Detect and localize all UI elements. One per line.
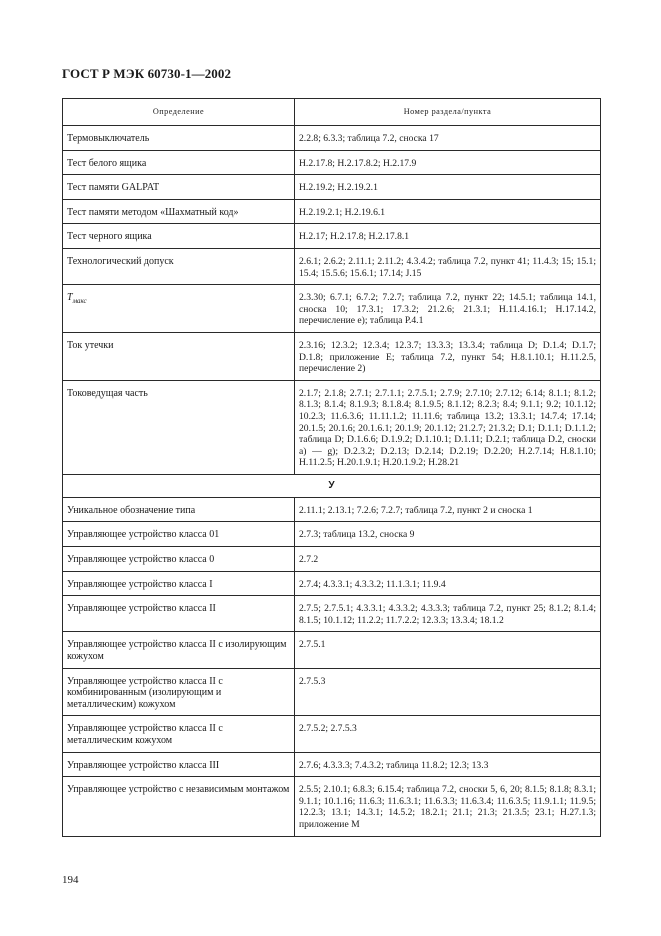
term-cell: Управляющее устройство с независимым монтажом: [63, 777, 295, 836]
reference-cell: 2.7.5; 2.7.5.1; 4.3.3.1; 4.3.3.2; 4.3.3.3; таблица 7.2, пункт 25; 8.1.2; 8.1.4; 8.1.5; 10.1.12; 11.2.2; 11.7.2.2; 12.3.3; 13.3.4; 18.1.2: [295, 596, 601, 632]
table-row: [63, 547, 601, 572]
tmax-letter: T: [67, 292, 73, 304]
table-header-row: [63, 99, 601, 126]
reference-cell: 2.3.16; 12.3.2; 12.3.4; 12.3.7; 13.3.3; 13.3.4; таблица D; D.1.4; D.1.7; D.1.8; приложение Е; таблица 7.2, пункт 54; Н.8.1.10.1; Н.11.2.5, перечисление 2): [295, 332, 601, 380]
term-cell: Термовыключатель: [63, 126, 295, 151]
reference-cell: 2.11.1; 2.13.1; 7.2.6; 7.2.7; таблица 7.2, пункт 2 и сноска 1: [295, 497, 601, 522]
table-row: [63, 126, 601, 151]
term-cell: Управляющее устройство класса II с металлическим кожухом: [63, 716, 295, 752]
table-row: [63, 752, 601, 777]
reference-cell: 2.7.5.2; 2.7.5.3: [295, 716, 601, 752]
table-row: [63, 668, 601, 716]
tmax-symbol: [67, 292, 87, 306]
table-row: [63, 150, 601, 175]
term-cell: Управляющее устройство класса I: [63, 571, 295, 596]
table-row: [63, 380, 601, 474]
table-row: [63, 522, 601, 547]
reference-cell: 2.7.5.3: [295, 668, 601, 716]
table-row: [63, 632, 601, 668]
table-row: [63, 777, 601, 836]
section-letter: У: [63, 474, 601, 497]
reference-cell: 2.3.30; 6.7.1; 6.7.2; 7.2.7; таблица 7.2, пункт 22; 14.5.1; таблица 14.1, сноска 10; 17.3.1; 17.3.2; 21.2.6; 21.3.1; Н.11.4.16.1; Н.17.14.2, перечисление е); таблица Р.4.1: [295, 285, 601, 333]
reference-cell: Н.2.17; Н.2.17.8; Н.2.17.8.1: [295, 224, 601, 249]
term-cell: [63, 285, 295, 333]
term-cell: Управляющее устройство класса II с изолирующим кожухом: [63, 632, 295, 668]
table-row: [63, 571, 601, 596]
term-cell: Токоведущая часть: [63, 380, 295, 474]
table-row: [63, 224, 601, 249]
reference-cell: 2.7.4; 4.3.3.1; 4.3.3.2; 11.1.3.1; 11.9.4: [295, 571, 601, 596]
section-header-row: [63, 474, 601, 497]
document-header: ГОСТ Р МЭК 60730-1—2002: [62, 66, 232, 81]
reference-cell: Н.2.19.2; Н.2.19.2.1: [295, 175, 601, 200]
term-cell: Ток утечки: [63, 332, 295, 380]
table-row: [63, 497, 601, 522]
term-cell: Уникальное обозначение типа: [63, 497, 295, 522]
column-header-reference: Номер раздела/пункта: [295, 99, 601, 126]
term-cell: Управляющее устройство класса III: [63, 752, 295, 777]
reference-cell: Н.2.17.8; Н.2.17.8.2; Н.2.17.9: [295, 150, 601, 175]
table-row: [63, 716, 601, 752]
reference-cell: 2.7.3; таблица 13.2, сноска 9: [295, 522, 601, 547]
table-body: [63, 126, 601, 837]
term-cell: Тест памяти GALPAT: [63, 175, 295, 200]
reference-cell: 2.5.5; 2.10.1; 6.8.3; 6.15.4; таблица 7.2, сноски 5, 6, 20; 8.1.5; 8.1.8; 8.3.1; 9.1.1; 10.1.16; 11.6.3; 11.6.3.1; 11.6.3.3; 11.6.3.4; 11.6.3.5; 11.9.1.1; 11.9.5; 12.2.3; 13.1; 14.3.1; 14.5.2; 18.2.1; 21.1; 21.3; 21.3.5; 23.1; Н.27.1.3; приложение М: [295, 777, 601, 836]
column-header-definition: Определение: [63, 99, 295, 126]
reference-cell: 2.7.2: [295, 547, 601, 572]
reference-cell: 2.7.6; 4.3.3.3; 7.4.3.2; таблица 11.8.2; 12.3; 13.3: [295, 752, 601, 777]
term-cell: Технологический допуск: [63, 248, 295, 284]
term-cell: Тест белого ящика: [63, 150, 295, 175]
page-number: 194: [62, 874, 79, 886]
table-row: [63, 248, 601, 284]
reference-cell: 2.2.8; 6.3.3; таблица 7.2, сноска 17: [295, 126, 601, 151]
table-row: [63, 285, 601, 333]
table-row: [63, 175, 601, 200]
term-cell: Управляющее устройство класса 0: [63, 547, 295, 572]
index-table: [62, 98, 601, 837]
reference-cell: 2.1.7; 2.1.8; 2.7.1; 2.7.1.1; 2.7.5.1; 2.7.9; 2.7.10; 2.7.12; 6.14; 8.1.1; 8.1.2; 8.1.3; 8.1.4; 8.1.9.3; 8.1.8.4; 8.1.9.5; 8.1.12; 8.2.3; 8.4; 9.1.1; 9.2; 10.1.12; 10.2.3; 11.6.3.6; 11.11.1.2; 11.11.6; таблица 13.2; 13.3.1; 14.7.4; 17.14; 20.1.5; 20.1.6; 20.1.6.1; 20.1.9; 20.1.12; 21.2.7; 21.3.2; D.1; D.1.1; D.1.1.2; таблица D; D.1.6.6; D.1.9.2; D.1.10.1; D.1.11; D.2.1; таблица D.2, сноски а) — g); D.2.3.2; D.2.13; D.2.14; D.2.19; D.2.20; Н.2.7.14; Н.8.1.10; Н.11.2.5; Н.20.1.9.1; Н.20.1.9.2; Н.28.21: [295, 380, 601, 474]
term-cell: Тест черного ящика: [63, 224, 295, 249]
term-cell: Управляющее устройство класса II: [63, 596, 295, 632]
reference-cell: 2.6.1; 2.6.2; 2.11.1; 2.11.2; 4.3.4.2; таблица 7.2, пункт 41; 11.4.3; 15; 15.1; 15.4; 15.5.6; 15.6.1; 17.14; J.15: [295, 248, 601, 284]
term-cell: Управляющее устройство класса II с комбинированным (изолирующим и металлическим) кожухом: [63, 668, 295, 716]
table-row: [63, 199, 601, 224]
tmax-subscript: макс: [72, 297, 87, 306]
term-cell: Управляющее устройство класса 01: [63, 522, 295, 547]
reference-cell: Н.2.19.2.1; Н.2.19.6.1: [295, 199, 601, 224]
table-row: [63, 332, 601, 380]
reference-cell: 2.7.5.1: [295, 632, 601, 668]
term-cell: Тест памяти методом «Шахматный код»: [63, 199, 295, 224]
table-row: [63, 596, 601, 632]
